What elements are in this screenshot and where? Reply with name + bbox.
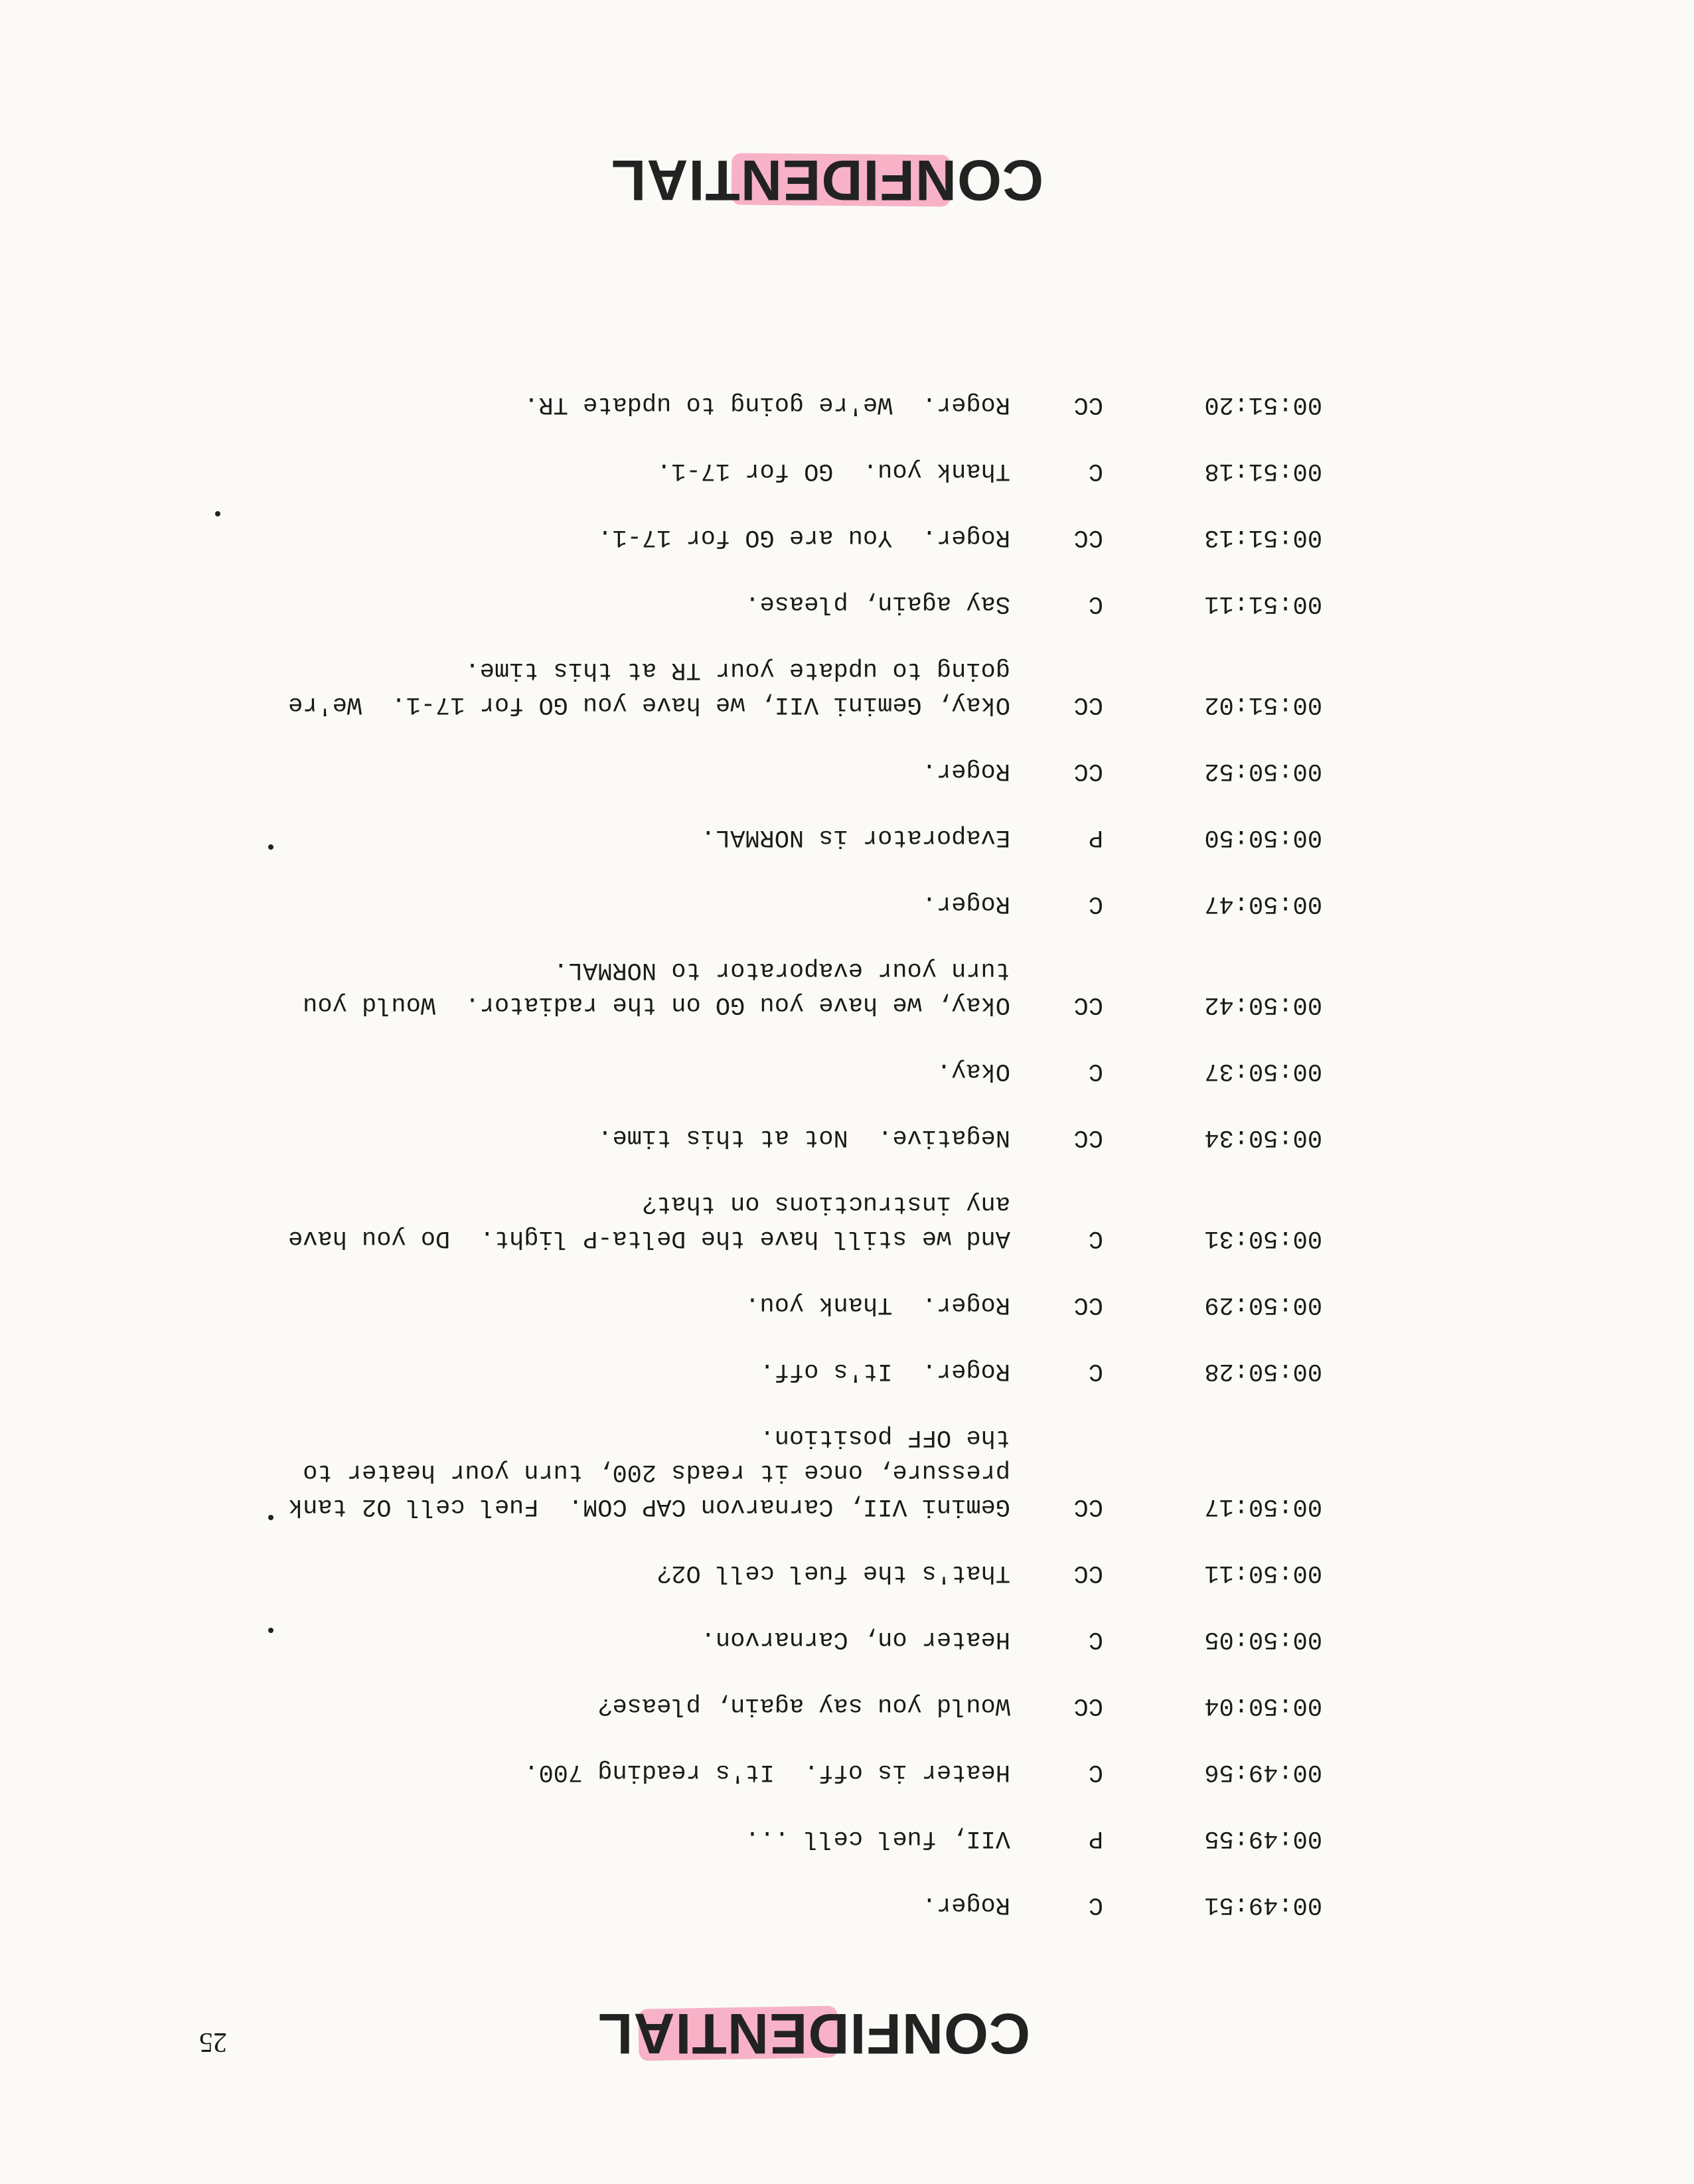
entry-speaker: CC xyxy=(1073,523,1103,551)
entry-speaker: C xyxy=(1088,1057,1103,1085)
entry-speaker: C xyxy=(1088,890,1103,917)
transcript-entry xyxy=(61,753,1322,788)
transcript-entry xyxy=(61,1555,1322,1590)
entry-time: 00:50:34 xyxy=(1204,1123,1322,1151)
entry-speaker: CC xyxy=(1073,1492,1103,1520)
transcript-entry xyxy=(61,1622,1322,1656)
entry-speaker: C xyxy=(1088,1891,1103,1918)
entry-speaker: P xyxy=(1088,823,1103,851)
entry-time: 00:51:02 xyxy=(1204,690,1322,718)
margin-dot xyxy=(215,511,220,516)
entry-text: Roger. You are GO for 17-1. xyxy=(597,523,1010,551)
entry-text: Heater on, Carnarvon. xyxy=(700,1625,1010,1653)
transcript-entry xyxy=(61,1688,1322,1723)
entry-time: 00:51:11 xyxy=(1204,589,1322,617)
transcript-entry xyxy=(61,387,1322,422)
entry-speaker: C xyxy=(1088,1224,1103,1252)
entry-text: Roger. Thank you. xyxy=(745,1290,1010,1318)
transcript-entry xyxy=(61,953,1322,1022)
entry-speaker: C xyxy=(1088,1357,1103,1385)
entry-time: 00:51:18 xyxy=(1204,457,1322,485)
entry-text: Roger. xyxy=(921,890,1010,917)
entry-time: 00:50:50 xyxy=(1204,823,1322,851)
entry-time: 00:50:42 xyxy=(1204,990,1322,1018)
entry-text: Roger. We're going to update TR. xyxy=(524,390,1010,418)
transcript xyxy=(61,355,1322,1922)
entry-time: 00:49:56 xyxy=(1204,1758,1322,1786)
confidential-stamp-top xyxy=(597,1999,1030,2066)
entry-time: 00:51:13 xyxy=(1204,523,1322,551)
entry-speaker: CC xyxy=(1073,1290,1103,1318)
entry-time: 00:50:31 xyxy=(1204,1224,1322,1252)
entry-text: Gemini VII, Carnarvon CAP COM. Fuel cell O2 tank pressure, once it reads 200, turn your heater to the OFF position. xyxy=(288,1423,1010,1520)
entry-text: Would you say again, please? xyxy=(597,1691,1010,1719)
entry-speaker: CC xyxy=(1073,990,1103,1018)
transcript-entry xyxy=(61,886,1322,921)
entry-text: Okay, we have you GO on the radiator. Would you turn your evaporator to NORMAL. xyxy=(303,956,1010,1018)
entry-time: 00:50:04 xyxy=(1204,1691,1322,1719)
entry-speaker: C xyxy=(1088,1625,1103,1653)
entry-text: Roger. xyxy=(921,757,1010,785)
entry-text: Okay. xyxy=(936,1057,1010,1085)
entry-speaker: CC xyxy=(1073,1123,1103,1151)
entry-text: Say again, please. xyxy=(745,589,1010,617)
entry-speaker: C xyxy=(1088,1758,1103,1786)
entry-speaker: CC xyxy=(1073,1691,1103,1719)
entry-speaker: C xyxy=(1088,457,1103,485)
entry-text: Negative. Not at this time. xyxy=(597,1123,1010,1151)
transcript-entry xyxy=(61,1887,1322,1922)
page-number: 25 xyxy=(199,2027,227,2057)
entry-text: Roger. It's off. xyxy=(759,1357,1010,1385)
confidential-label: CONFIDENTIAL xyxy=(597,2001,1030,2065)
transcript-entry xyxy=(61,1354,1322,1388)
entry-speaker: P xyxy=(1088,1824,1103,1852)
entry-text: And we still have the Delta-P light. Do you have any instructions on that? xyxy=(288,1190,1010,1252)
transcript-entry xyxy=(61,520,1322,554)
confidential-label: CONFIDENTIAL xyxy=(610,148,1043,212)
entry-time: 00:50:17 xyxy=(1204,1492,1322,1520)
entry-time: 00:50:05 xyxy=(1204,1625,1322,1653)
entry-time: 00:50:37 xyxy=(1204,1057,1322,1085)
entry-time: 00:50:47 xyxy=(1204,890,1322,917)
transcript-entry xyxy=(61,1186,1322,1255)
margin-dot xyxy=(268,1628,273,1633)
transcript-entry xyxy=(61,453,1322,488)
transcript-entry xyxy=(61,1053,1322,1088)
entry-time: 00:50:29 xyxy=(1204,1290,1322,1318)
entry-text: Heater is off. It's reading 700. xyxy=(524,1758,1010,1786)
entry-text: Thank you. GO for 17-1. xyxy=(656,457,1010,485)
margin-dot xyxy=(268,1515,273,1520)
transcript-entry xyxy=(61,1420,1322,1523)
transcript-entry xyxy=(61,586,1322,621)
entry-speaker: C xyxy=(1088,589,1103,617)
entry-text: VII, fuel cell ... xyxy=(745,1824,1010,1852)
entry-text: Evaporator is NORMAL. xyxy=(700,823,1010,851)
entry-time: 00:50:11 xyxy=(1204,1559,1322,1587)
transcript-entry xyxy=(61,1821,1322,1855)
entry-speaker: CC xyxy=(1073,1559,1103,1587)
entry-text: Roger. xyxy=(921,1891,1010,1918)
entry-time: 00:51:20 xyxy=(1204,390,1322,418)
transcript-entry xyxy=(61,820,1322,854)
entry-speaker: CC xyxy=(1073,390,1103,418)
entry-speaker: CC xyxy=(1073,690,1103,718)
entry-time: 00:49:51 xyxy=(1204,1891,1322,1918)
confidential-stamp-bottom xyxy=(610,146,1043,212)
entry-time: 00:50:28 xyxy=(1204,1357,1322,1385)
transcript-entry xyxy=(61,653,1322,722)
margin-dot xyxy=(268,844,273,850)
entry-text: Okay, Gemini VII, we have you GO for 17-1. We're going to update your TR at this time. xyxy=(288,656,1010,718)
entry-time: 00:50:52 xyxy=(1204,757,1322,785)
entry-time: 00:49:55 xyxy=(1204,1824,1322,1852)
entry-speaker: CC xyxy=(1073,757,1103,785)
transcript-entry xyxy=(61,1287,1322,1322)
transcript-entry xyxy=(61,1755,1322,1789)
transcript-entry xyxy=(61,1120,1322,1154)
entry-text: That's the fuel cell O2? xyxy=(656,1559,1010,1587)
